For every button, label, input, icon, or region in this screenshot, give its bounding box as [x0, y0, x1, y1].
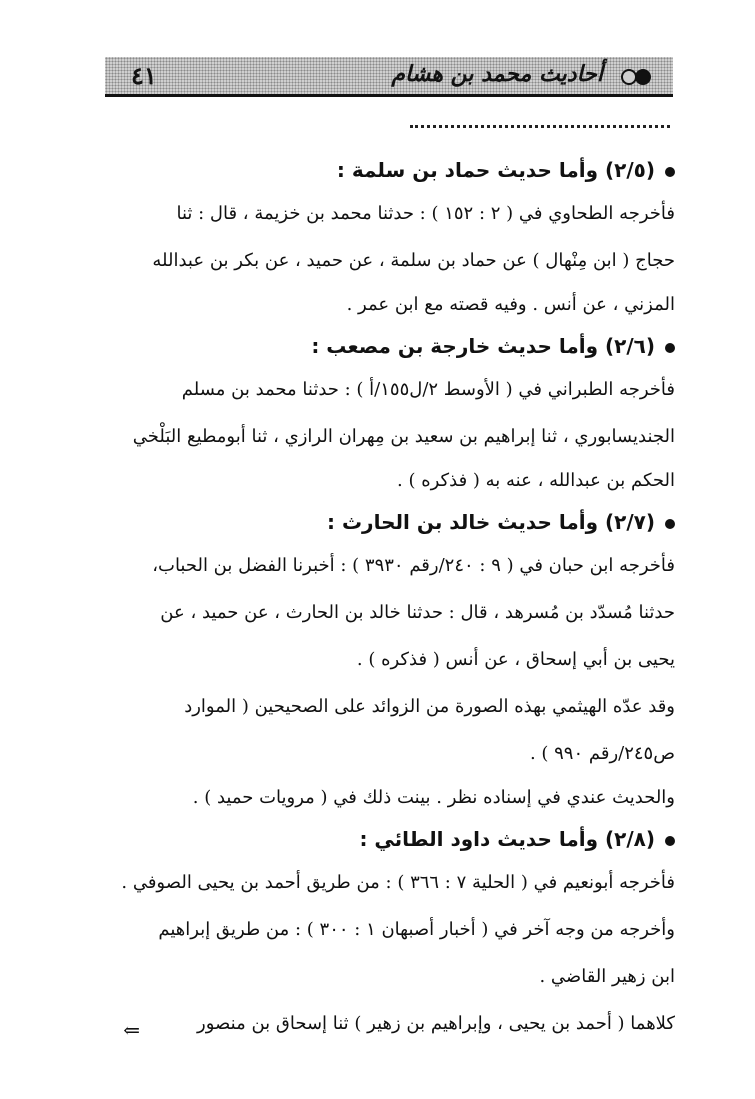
section-heading: (٢/٨) وأما حديث داود الطائي : — [100, 819, 675, 859]
section-heading: (٢/٥) وأما حديث حماد بن سلمة : — [100, 150, 675, 190]
text-line: ص٢٤٥/رقم ٩٩٠ ) . — [529, 743, 675, 764]
text-line: وأخرجه من وجه آخر في ( أخبار أصبهان ١ : ٣٠٠ ) : من طريق إبراهيم — [158, 919, 675, 940]
bullet-icon — [665, 836, 675, 846]
bullet-icon — [665, 519, 675, 529]
ornament-rings-icon — [621, 69, 655, 85]
page-body — [100, 150, 675, 1047]
text-line: الجنديسابوري ، ثنا إبراهيم بن سعيد بن مِهران الرازي ، ثنا أبومطيع البَلْخي — [132, 426, 675, 447]
section-heading: (٢/٧) وأما حديث خالد بن الحارث : — [100, 502, 675, 542]
text-line: المزني ، عن أنس . وفيه قصته مع ابن عمر . — [346, 294, 675, 315]
bullet-icon — [665, 167, 675, 177]
continuation-arrow-icon: ⇐ — [123, 1018, 140, 1042]
text-line: كلاهما ( أحمد بن يحيى ، وإبراهيم بن زهير ) ثنا إسحاق بن منصور — [197, 1013, 675, 1034]
running-title: أحاديث محمد بن هشام — [391, 61, 603, 87]
text-line: ابن زهير القاضي . — [539, 966, 675, 987]
text-line: الحكم بن عبدالله ، عنه به ( فذكره ) . — [397, 470, 675, 491]
text-line: فأخرجه الطبراني في ( الأوسط ٢/ل١٥٥/أ ) : حدثنا محمد بن مسلم — [181, 379, 675, 400]
text-line: حجاج ( ابن مِنْهال ) عن حماد بن سلمة ، عن حميد ، عن بكر بن عبدالله — [152, 250, 675, 271]
text-line: فأخرجه الطحاوي في ( ٢ : ١٥٢ ) : حدثنا محمد بن خزيمة ، قال : ثنا — [176, 203, 675, 224]
dotted-separator — [410, 125, 670, 128]
page-number: ٤١ — [131, 61, 157, 90]
text-line: حدثنا مُسدّد بن مُسرهد ، قال : حدثنا خالد بن الحارث ، عن حميد ، عن — [160, 602, 675, 623]
text-line: والحديث عندي في إسناده نظر . بينت ذلك في ( مرويات حميد ) . — [192, 787, 675, 808]
page-header — [105, 57, 673, 97]
text-line: يحيى بن أبي إسحاق ، عن أنس ( فذكره ) . — [356, 649, 675, 670]
section-heading: (٢/٦) وأما حديث خارجة بن مصعب : — [100, 326, 675, 366]
bullet-icon — [665, 343, 675, 353]
text-line: وقد عدّه الهيثمي بهذه الصورة من الزوائد على الصحيحين ( الموارد — [184, 696, 675, 717]
text-line: فأخرجه ابن حبان في ( ٩ : ٢٤٠/رقم ٣٩٣٠ ) : أخبرنا الفضل بن الحباب، — [152, 555, 675, 576]
text-line: فأخرجه أبونعيم في ( الحلية ٧ : ٣٦٦ ) : من طريق أحمد بن يحيى الصوفي . — [121, 872, 675, 893]
